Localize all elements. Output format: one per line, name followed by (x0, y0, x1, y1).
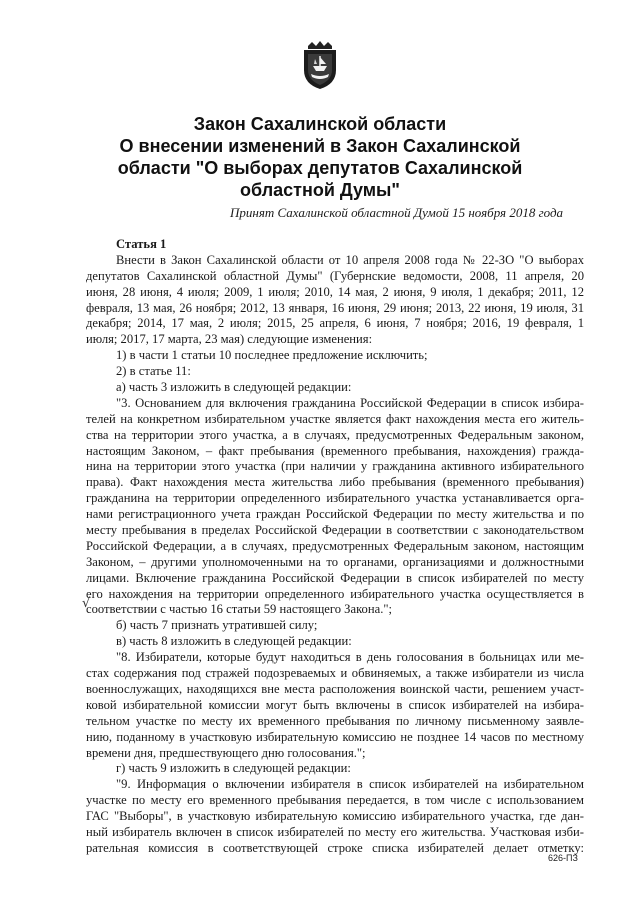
text-line: ГАС "Выборы", в участковую избирательную комиссию избирательного участка, где дан- (86, 809, 584, 824)
article-heading: Статья 1 (116, 237, 167, 251)
text-line: соответствии с частью 16 статьи 59 настоящего Закона."; (86, 602, 392, 617)
sakhalin-coat-of-arms-icon (300, 40, 340, 90)
text-line: Внести в Закон Сахалинской области от 10 апреля 2008 года № 22-ЗО "О выборах (116, 252, 584, 267)
text-line: в) часть 8 изложить в следующей редакции: (116, 634, 352, 649)
text-line: "9. Информация о включении избирателя в список избирателей на избирательном (116, 777, 584, 792)
text-line: участке по месту его временного пребывания передается, в том числе с использованием (86, 793, 584, 808)
document-title (60, 113, 580, 201)
text-line: депутатов Сахалинской областной Думы" (Губернские ведомости, 2008, 11 апреля, 20 (86, 268, 584, 283)
text-line: месту пребывания в пределах Российской Федерации в соответствии с законодательством (86, 523, 584, 538)
text-line: ковой избирательной комиссии могут быть включены в список избирателей на избира- (86, 697, 584, 712)
text-line: Законом, – другими уполномоченными на то органами, организациями и должностными (86, 554, 584, 569)
title-subject-line-1: О внесении изменений в Закон Сахалинской (119, 136, 521, 156)
text-line: июня, 28 июня, 4 июля; 2009, 1 июля; 2010, 14 мая, 2 июня, 9 июля, 1 декабря; 2011, 12 (86, 284, 584, 299)
text-line: февраля, 13 мая, 26 ноября; 2012, 13 января, 16 июня, 29 июня; 2013, 22 июня, 19 июля, 31 (86, 300, 584, 315)
text-line: г) часть 9 изложить в следующей редакции: (116, 761, 351, 776)
text-line: Российской Федерации, а в случаях, предусмотренных Федеральным законом, настоящим (86, 538, 584, 553)
adoption-date: Принят Сахалинской областной Думой 15 ноября 2018 года (230, 205, 564, 220)
text-line: нина на территории этого участка (при наличии у гражданина активного избирательного (86, 459, 584, 474)
text-line: "3. Основанием для включения гражданина Российской Федерации в список избира- (116, 395, 584, 410)
article-body (86, 237, 584, 857)
text-line: "8. Избиратели, которые будут находиться в день голосования в больницах или ме- (116, 650, 584, 665)
text-line: тельном участке по месту их временного пребывания по личному письменному заявле- (86, 713, 584, 728)
text-line: ный избиратель включен в список избирателей по месту его жительства. Участковая изби- (86, 824, 584, 839)
text-line: времени дня, предшествующего дню голосования."; (86, 745, 366, 760)
title-law-name: Закон Сахалинской области (193, 114, 447, 134)
text-line: 1) в части 1 статьи 10 последнее предложение исключить; (116, 348, 428, 363)
text-line: телей на конкретном избирательном участке является факт нахождения места его житель- (86, 411, 584, 426)
text-line: рательная комиссия в соответствующей строке списка избирателей делает отметку: (86, 840, 584, 855)
title-subject-line-3: областной Думы" (240, 180, 400, 200)
text-line: нию, поданному в участковую избирательную комиссию не позднее 14 часов по местному (86, 729, 584, 744)
text-line: декабря; 2014, 17 мая, 2 июля; 2015, 25 апреля, 6 июня, 7 ноября; 2016, 19 февраля, 1 (86, 316, 584, 331)
document-code: 626-ПЗ (548, 853, 578, 863)
text-line: июля; 2017, 17 марта, 23 мая) следующие изменения: (86, 332, 373, 347)
text-line: лицами. Включение гражданина Российской Федерации в список избирателей по месту (86, 570, 584, 585)
text-line: нами регистрационного учета граждан Российской Федерации по месту жительства и по (86, 507, 584, 522)
text-line: военнослужащих, находящихся вне места расположения воинской части, решением участ- (86, 681, 584, 696)
text-line: б) часть 7 признать утратившей силу; (116, 618, 318, 633)
text-line: а) часть 3 изложить в следующей редакции: (116, 380, 352, 395)
text-line: 2) в статье 11: (116, 364, 191, 379)
title-subject-line-2: области "О выборах депутатов Сахалинской (117, 158, 523, 178)
handwritten-check-mark: √ (82, 596, 91, 611)
text-line: его нахождения на территории определенного избирательного участка осуществляется в (86, 586, 584, 601)
text-line: ства на территории этого участка, а в случаях, предусмотренных Федеральным законом, (86, 427, 584, 442)
text-line: настоящим Законом, – факт пребывания (временного пребывания, нахождения) гражда- (86, 443, 584, 458)
text-line: гражданина на территории определенного избирательного участка устанавливается орга- (86, 491, 584, 506)
text-line: стах содержания под стражей подозреваемых и обвиняемых, а также избиратели из числа (86, 666, 584, 681)
text-line: права). Факт нахождения места жительства либо пребывания (временного пребывания) (86, 475, 584, 490)
